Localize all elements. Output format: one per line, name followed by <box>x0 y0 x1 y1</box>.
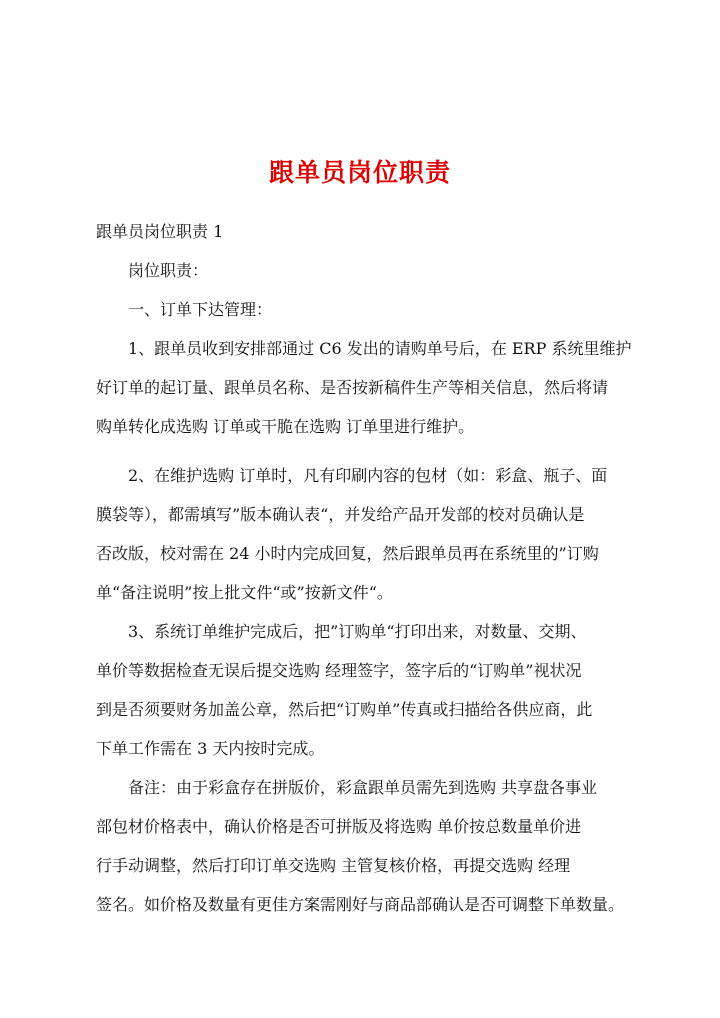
paragraph-line: 3、系统订单维护完成后，把”订购单“打印出来，对数量、交期、 <box>128 622 587 641</box>
duties-label: 岗位职责： <box>128 261 209 280</box>
paragraph-line: 好订单的起订量、跟单员名称、是否按新稿件生产等相关信息，然后将请 <box>96 378 609 397</box>
paragraph-line: 签名。如价格及数量有更佳方案需刚好与商品部确认是否可调整下单数量。 <box>96 895 625 914</box>
document-title: 跟单员岗位职责 <box>268 158 451 187</box>
paragraph-line: 否改版，校对需在 24 小时内完成回复，然后跟单员再在系统里的”订购 <box>96 544 599 563</box>
paragraph-line: 部包材价格表中，确认价格是否可拼版及将选购 单价按总数量单价进 <box>96 817 582 836</box>
paragraph-line: 1、跟单员收到安排部通过 C6 发出的请购单号后，在 ERP 系统里维护 <box>128 339 632 358</box>
paragraph-line: 2、在维护选购 订单时，凡有印刷内容的包材（如：彩盒、瓶子、面 <box>128 466 608 485</box>
paragraph-line: 备注：由于彩盒存在拼版价，彩盒跟单员需先到选购 共享盘各事业 <box>128 778 598 797</box>
paragraph-line: 行手动调整，然后打印订单交选购 主管复核价格，再提交选购 经理 <box>96 856 571 875</box>
paragraph-line: 单价等数据检查无误后提交选购 经理签字，签字后的“订购单”视状况 <box>96 661 582 680</box>
paragraph-3 <box>96 612 632 768</box>
paragraph-4 <box>96 768 632 924</box>
part-one-heading: 一、订单下达管理： <box>128 300 273 319</box>
paragraph-line: 下单工作需在 3 天内按时完成。 <box>96 739 325 758</box>
paragraph-line: 膜袋等），都需填写”版本确认表“，并发给产品开发部的校对员确认是 <box>96 505 585 524</box>
paragraph-2 <box>96 456 632 612</box>
paragraph-line: 到是否须要财务加盖公章，然后把“订购单”传真或扫描给各供应商，此 <box>96 700 593 719</box>
paragraph-line: 单“备注说明”按上批文件“或”按新文件“。 <box>96 583 393 602</box>
paragraph-line: 购单转化成选购 订单或干脆在选购 订单里进行维护。 <box>96 417 475 436</box>
document-body <box>96 222 632 924</box>
paragraph-1 <box>96 329 632 446</box>
section-heading: 跟单员岗位职责 1 <box>96 222 224 241</box>
